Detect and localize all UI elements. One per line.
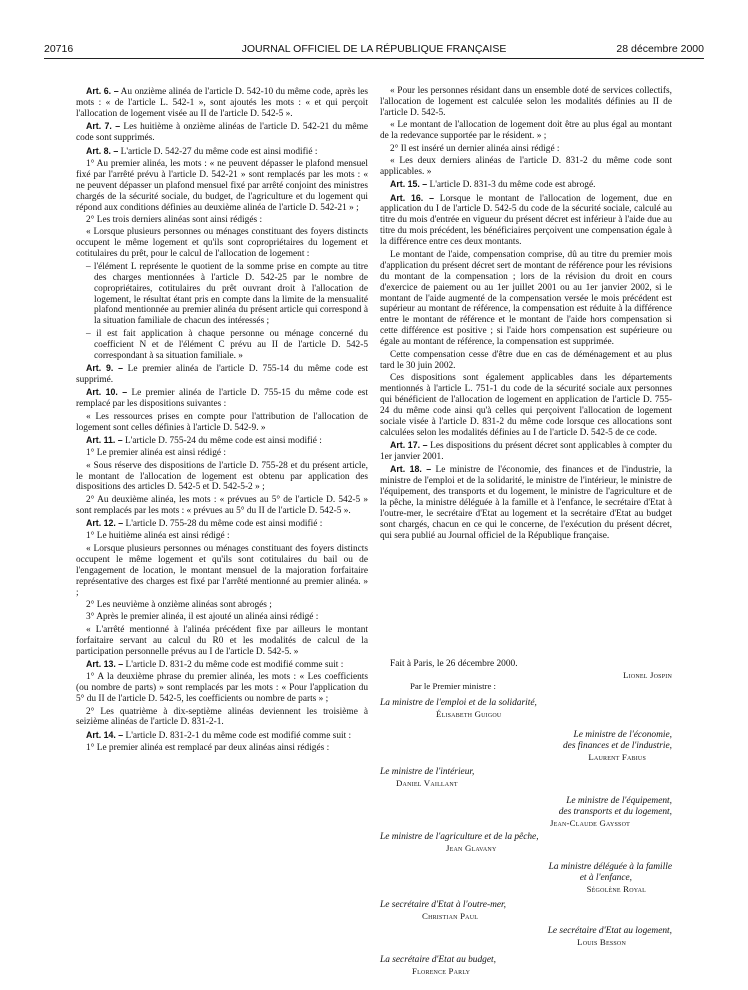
paragraph-text: « L'arrêté mentionné à l'alinéa précédent fixe par ailleurs le montant forfaitaire servant au calcul du R0 et les modalités de calcul de la participation personnelle prévus au I de l'article D. 542-5. » bbox=[76, 624, 368, 657]
signatory-6-title-b: et à l'enfance, bbox=[579, 873, 632, 883]
paragraph-text: Les dispositions du présent décret sont applicables à compter du 1er janvier 2001. bbox=[380, 441, 672, 463]
article-paragraph bbox=[76, 121, 368, 144]
paragraph-text: – l'élément L représente le quotient de la somme prise en compte au titre des charges mentionnées à l'article D. 542-25 par le nombre de copropriétaires, cotitulaires du prêt ouvrant droit à l'allocation de logement, le résultat étant pris en compte dans la limite de la mensualité plafond mentionnée au premier alinéa du présent article qui correspond à la situation familiale de chacun des intéressés ; bbox=[86, 261, 368, 327]
paragraph-text: L'article D. 755-28 du même code est ainsi modifié : bbox=[123, 519, 323, 530]
signatory-1 bbox=[380, 698, 672, 720]
signatory-1-name: Élisabeth Guigou bbox=[436, 709, 502, 719]
paragraph bbox=[380, 350, 672, 372]
article-paragraph bbox=[76, 435, 368, 447]
signatory-4 bbox=[380, 796, 672, 829]
signatory-5-name: Jean Glavany bbox=[446, 843, 497, 853]
signatory-9-title: La secrétaire d'Etat au budget, bbox=[380, 955, 496, 965]
signatory-8-title: Le secrétaire d'Etat au logement, bbox=[547, 926, 672, 936]
signatory-8-name: Louis Besson bbox=[577, 937, 626, 947]
article-paragraph bbox=[76, 363, 368, 386]
paragraph bbox=[380, 86, 672, 119]
signatory-7-title: Le secrétaire d'Etat à l'outre-mer, bbox=[380, 900, 506, 910]
signature-block bbox=[380, 659, 672, 692]
paragraph bbox=[380, 144, 672, 155]
paragraph bbox=[76, 262, 368, 328]
page-header bbox=[44, 40, 704, 58]
paragraph-text: 1° Le huitième alinéa est ainsi rédigé : bbox=[86, 531, 230, 542]
paragraph bbox=[76, 707, 368, 729]
signatory-2-title-a: Le ministre de l'économie, bbox=[573, 730, 672, 740]
signatory-4-title-b: des transports et du logement, bbox=[558, 807, 672, 817]
paragraph bbox=[76, 625, 368, 658]
signatory-8 bbox=[380, 926, 672, 948]
article-number: Art. 17. – bbox=[390, 440, 428, 451]
article-paragraph bbox=[380, 440, 672, 463]
paragraph-text: Le ministre de l'économie, des finances et de l'industrie, la ministre de l'emploi et de la solidarité, le ministre de l'intérieur, le ministre de l'équipement, des transports et du logement, le ministre de l'agriculture et de la pêche, la ministre déléguée à la famille et à l'enfance, le secrétaire d'Etat à l'outre-mer, le secrétaire d'Etat au logement et la secrétaire d'Etat au budget sont chargés, chacun en ce qui le concerne, de l'exécution du présent décret, qui sera publié au Journal officiel de la République française. bbox=[380, 465, 672, 542]
signatory-4-title-a: Le ministre de l'équipement, bbox=[566, 796, 672, 806]
article-paragraph bbox=[380, 179, 672, 191]
article-number: Art. 12. – bbox=[86, 518, 124, 529]
article-paragraph bbox=[380, 464, 672, 542]
paragraph bbox=[76, 612, 368, 623]
paragraph-text: « Les ressources prises en compte pour l'attribution de l'allocation de logement sont celles définies à l'article D. 542-9. » bbox=[76, 411, 368, 433]
paragraph-text: Les huitième à onzième alinéas de l'article D. 542-21 du même code sont supprimés. bbox=[76, 122, 368, 144]
article-paragraph bbox=[76, 146, 368, 158]
article-number: Art. 15. – bbox=[390, 179, 428, 190]
paragraph-text: Le montant de l'aide, compensation comprise, dû au titre du premier mois d'application du présent décret sert de montant de référence pour les révisions du montant de la compensation ; lors de la révision du droit en cours d'exercice de paiement ou au 1er juillet 2001 ou au 1er janvier 2002, si le montant de l'aide augmenté de la compensation versée le mois précédent est supérieur au montant de référence, la compensation est réduite à la différence entre le montant de référence et le montant de l'aide hors compensation si cette différence est positive ; si l'aide hors compensation est supérieure ou égale au montant de référence, la compensation est supprimée. bbox=[380, 249, 672, 348]
paragraph-text: « Pour les personnes résidant dans un ensemble doté de services collectifs, l'allocation de logement est calculée selon les modalités définies au II de l'article D. 542-5. bbox=[380, 86, 672, 118]
signatory-5-title: Le ministre de l'agriculture et de la pêche, bbox=[380, 832, 539, 842]
paragraph-text: 2° Les trois derniers alinéas sont ainsi rédigés : bbox=[86, 215, 263, 226]
paragraph bbox=[76, 159, 368, 214]
article-paragraph bbox=[76, 387, 368, 410]
signatory-4-name: Jean-Claude Gayssot bbox=[549, 818, 630, 828]
signatory-2 bbox=[380, 730, 672, 763]
right-column bbox=[380, 86, 672, 543]
signatory-6 bbox=[380, 862, 672, 895]
article-paragraph bbox=[76, 659, 368, 671]
article-number: Art. 13. – bbox=[86, 658, 124, 669]
paragraph-text: Au onzième alinéa de l'article D. 542-10 du même code, après les mots : « de l'article L. 542-1 », sont ajoutés les mots : « et qui perçoit l'allocation de logement visée au II de l'article D. 542-5 ». bbox=[76, 87, 368, 119]
article-paragraph bbox=[76, 518, 368, 530]
paragraph-text: 1° Le premier alinéa est remplacé par deux alinéas ainsi rédigés : bbox=[86, 743, 330, 754]
paragraph bbox=[76, 329, 368, 362]
paragraph-text: 2° Les quatrième à dix-septième alinéas deviennent les troisième à seizième alinéas de l'article D. 831-2-1. bbox=[76, 706, 368, 728]
paragraph-text: 3° Après le premier alinéa, il est ajouté un alinéa ainsi rédigé : bbox=[86, 612, 319, 623]
signatory-6-title-a: La ministre déléguée à la famille bbox=[548, 862, 672, 872]
paragraph-text: L'article D. 831-2 du même code est modifié comme suit : bbox=[123, 659, 344, 670]
left-column bbox=[76, 86, 368, 755]
issue-date: 28 décembre 2000 bbox=[616, 43, 704, 55]
article-number: Art. 10. – bbox=[86, 387, 128, 398]
paragraph-text: Ces dispositions sont également applicables dans les départements mentionnés à l'article L. 751-1 du code de la sécurité sociale aux personnes qui bénéficient de l'allocation de logement en application de l'article D. 755-24 du même code ainsi qu'à celles qui perçoivent l'allocation de logement sociale visée à l'article D. 831-2 du même code lorsque ces allocations sont calculées selon les modalités définies au I de l'article D. 542-5 de ce code. bbox=[380, 372, 672, 438]
paragraph-text: « Le montant de l'allocation de logement doit être au plus égal au montant de la redevance supportée par le résident. » ; bbox=[380, 120, 672, 142]
signatory-3-name: Daniel Vaillant bbox=[396, 778, 458, 788]
article-paragraph bbox=[380, 193, 672, 249]
paragraph-text: 1° Au premier alinéa, les mots : « ne peuvent dépasser le plafond mensuel fixé par l'arrêté prévu à l'article D. 542-21 » sont remplacés par les mots : « ne peuvent dépasser un plafond mensuel fixé par arrêté conjoint des ministres chargés de la sécurité sociale, du budget, de l'agriculture et du logement qui répond aux conditions définies au deuxième alinéa de l'article D. 542-21 » ; bbox=[76, 158, 368, 213]
paragraph-text: Le premier alinéa de l'article D. 755-14 du même code est supprimé. bbox=[76, 364, 368, 385]
paragraph-text: 1° Le premier alinéa est ainsi rédigé : bbox=[86, 448, 226, 459]
paragraph bbox=[76, 743, 368, 754]
article-number: Art. 6. – bbox=[86, 86, 119, 96]
pm-name: Lionel Jospin bbox=[623, 670, 672, 680]
place-date: Fait à Paris, le 26 décembre 2000. bbox=[390, 659, 518, 669]
signatory-9 bbox=[380, 955, 672, 977]
article-number: Art. 18. – bbox=[390, 464, 432, 475]
paragraph bbox=[76, 495, 368, 517]
signatory-2-title-b: des finances et de l'industrie, bbox=[562, 741, 672, 751]
by-prime-minister: Par le Premier ministre : bbox=[410, 681, 496, 691]
signatory-2-name: Laurent Fabius bbox=[588, 752, 646, 762]
paragraph-text: 1° A la deuxième phrase du premier alinéa, les mots : « Les coefficients (ou nombre de parts) » sont remplacés par les mots : « Pour l'application du 5° du II de l'article D. 542-5, les coefficients ou nombre de parts » ; bbox=[76, 672, 368, 705]
paragraph bbox=[76, 412, 368, 434]
paragraph-text: L'article D. 831-2-1 du même code est modifié comme suit : bbox=[123, 730, 352, 741]
paragraph bbox=[380, 250, 672, 349]
article-paragraph bbox=[76, 730, 368, 742]
page-number: 20716 bbox=[44, 43, 74, 55]
header-rule bbox=[44, 58, 704, 59]
signatory-7 bbox=[380, 900, 672, 922]
paragraph-text: 2° Il est inséré un dernier alinéa ainsi rédigé : bbox=[390, 143, 560, 154]
paragraph bbox=[76, 600, 368, 611]
paragraph bbox=[76, 448, 368, 459]
paragraph bbox=[380, 373, 672, 439]
signatory-6-name: Ségolène Royal bbox=[586, 884, 646, 894]
article-number: Art. 16. – bbox=[390, 192, 435, 203]
paragraph bbox=[380, 156, 672, 178]
paragraph-text: L'article D. 831-3 du même code est abrogé. bbox=[427, 180, 596, 191]
signatory-5 bbox=[380, 832, 672, 854]
signatory-1-title: La ministre de l'emploi et de la solidarité, bbox=[380, 698, 537, 708]
paragraph bbox=[76, 215, 368, 226]
article-paragraph bbox=[76, 86, 368, 120]
paragraph-text: « Les deux derniers alinéas de l'article D. 831-2 du même code sont applicables. » bbox=[380, 155, 672, 177]
signatory-3 bbox=[380, 767, 672, 789]
paragraph bbox=[380, 120, 672, 142]
signatory-9-name: Florence Parly bbox=[412, 966, 471, 976]
paragraph bbox=[76, 531, 368, 542]
paragraph-text: Cette compensation cesse d'être due en cas de déménagement et au plus tard le 30 juin 2002. bbox=[380, 349, 672, 371]
paragraph bbox=[76, 227, 368, 260]
paragraph-text: – il est fait application à chaque personne ou ménage concerné du coefficient N et de l'élément C prévu au II de l'article D. 542-5 correspondant à sa situation familiale. » bbox=[86, 328, 368, 361]
paragraph-text: Lorsque le montant de l'allocation de logement, due en application du I de l'article D. 542-5 du code de la sécurité sociale, calculé au titre du mois d'entrée en vigueur du présent décret est inférieur à l'aide due au titre du mois précédent, les bénéficiaires perçoivent une compensation égale à la différence entre ces deux montants. bbox=[380, 193, 672, 248]
paragraph-text: L'article D. 755-24 du même code est ainsi modifié : bbox=[122, 435, 322, 446]
article-number: Art. 9. – bbox=[86, 363, 123, 373]
article-number: Art. 8. – bbox=[86, 145, 119, 156]
paragraph-text: Le premier alinéa de l'article D. 755-15 du même code est remplacé par les dispositions suivantes : bbox=[76, 388, 368, 410]
article-number: Art. 11. – bbox=[86, 434, 123, 445]
paragraph-text: 2° Au deuxième alinéa, les mots : « prévues au 5° de l'article D. 542-5 » sont remplacés par les mots : « prévues au 5° du II de l'article D. 542-5 ». bbox=[76, 494, 368, 516]
paragraph bbox=[76, 461, 368, 494]
paragraph-text: 2° Les neuvième à onzième alinéas sont abrogés ; bbox=[86, 599, 272, 610]
paragraph-text: « Lorsque plusieurs personnes ou ménages constituant des foyers distincts occupent le même logement et qu'ils sont copropriétaires du logement et cotitulaires du prêt, pour le calcul de l'allocation de logement : bbox=[76, 227, 368, 260]
paragraph bbox=[76, 544, 368, 599]
article-number: Art. 7. – bbox=[86, 121, 121, 132]
signatory-7-name: Christian Paul bbox=[422, 911, 479, 921]
signatory-3-title: Le ministre de l'intérieur, bbox=[380, 767, 475, 777]
paragraph bbox=[76, 672, 368, 705]
article-number: Art. 14. – bbox=[86, 729, 124, 740]
journal-title: JOURNAL OFFICIEL DE LA RÉPUBLIQUE FRANÇAISE bbox=[241, 43, 507, 55]
paragraph-text: « Lorsque plusieurs personnes ou ménages constituant des foyers distincts occupent le même logement et qu'ils sont cotitulaires du bail ou de l'engagement de location, le montant mensuel de la majoration forfaitaire représentative des charges est fixé par l'arrêté mentionné au premier alinéa. » ; bbox=[76, 543, 368, 598]
paragraph-text: L'article D. 542-27 du même code est ainsi modifié : bbox=[118, 146, 318, 157]
paragraph-text: « Sous réserve des dispositions de l'article D. 755-28 et du présent article, le montant de l'allocation de logement est obtenu par application des dispositions des articles D. 542-5 et D. 542-5-2 » ; bbox=[76, 460, 368, 493]
